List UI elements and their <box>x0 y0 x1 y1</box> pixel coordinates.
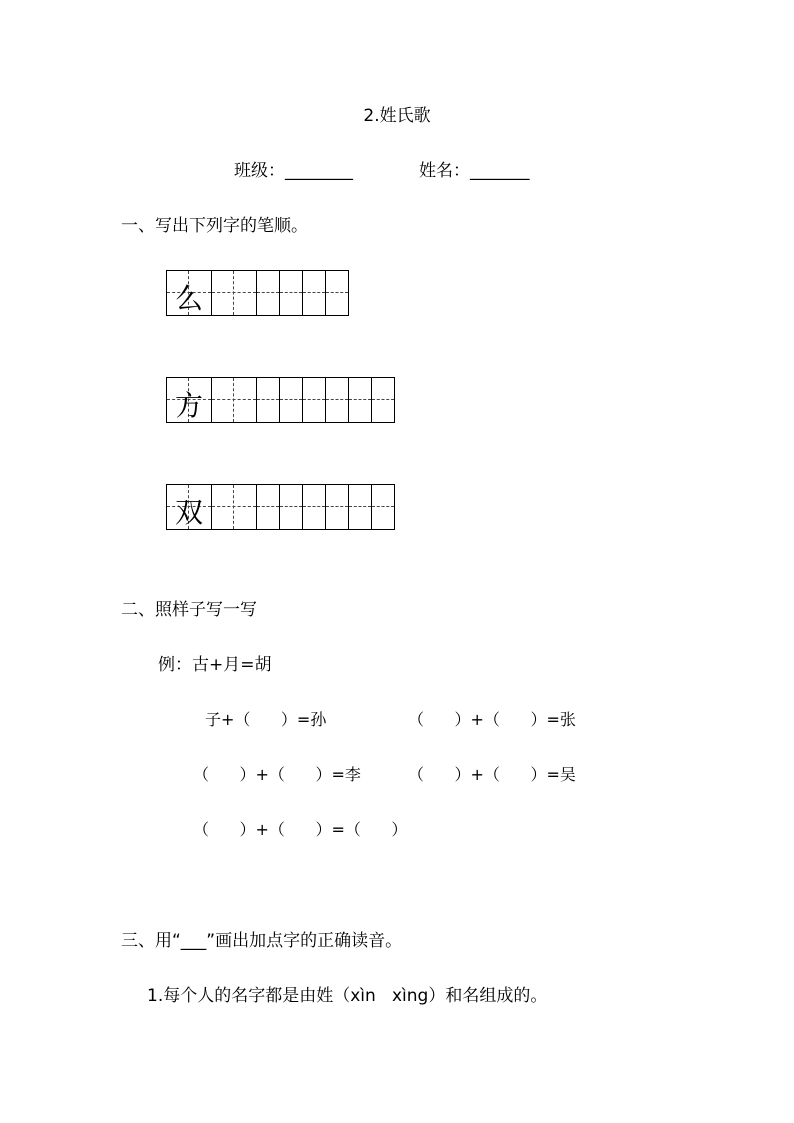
grid-cell[interactable] <box>257 378 280 422</box>
grid-cell[interactable] <box>349 485 372 529</box>
grid-cell[interactable] <box>303 271 326 315</box>
grid-cell[interactable] <box>326 378 349 422</box>
grid-char-cell <box>167 378 212 422</box>
grid-cell[interactable] <box>257 271 280 315</box>
grid-cell[interactable] <box>326 485 349 529</box>
section3-heading: 三、用“___”画出加点字的正确读音。 <box>121 931 403 951</box>
grid-cell[interactable] <box>280 271 303 315</box>
grid-cell[interactable] <box>303 378 326 422</box>
exercise-row1-right[interactable]: （ ）+（ ）=张 <box>408 710 576 729</box>
stroke-grid-1[interactable] <box>166 270 349 316</box>
question-1[interactable]: 1.每个人的名字都是由姓（xìn xìng）和名组成的。 <box>147 986 548 1006</box>
grid-cell[interactable] <box>372 485 395 529</box>
grid-cell[interactable] <box>257 485 280 529</box>
grid-cell[interactable] <box>303 485 326 529</box>
exercise-row2-right[interactable]: （ ）+（ ）=吴 <box>408 765 576 784</box>
exercise-row3-left[interactable]: （ ）+（ ）=（ ） <box>193 820 408 839</box>
grid-cell[interactable] <box>280 378 303 422</box>
grid-cell[interactable] <box>280 485 303 529</box>
grid-character: 双 <box>174 496 203 529</box>
grid-cell[interactable] <box>372 378 395 422</box>
class-field[interactable]: 班级：________ <box>234 161 353 181</box>
grid-cell[interactable] <box>326 271 349 315</box>
grid-cell[interactable] <box>349 378 372 422</box>
grid-cell[interactable] <box>212 485 257 529</box>
section2-heading: 二、照样子写一写 <box>121 600 257 620</box>
stroke-grid-2[interactable] <box>166 377 395 423</box>
grid-character: 么 <box>174 282 203 315</box>
grid-cell[interactable] <box>212 378 257 422</box>
exercise-row1-left[interactable]: 子+（ ）=孙 <box>205 710 327 729</box>
grid-char-cell <box>167 485 212 529</box>
section1-heading: 一、写出下列字的笔顺。 <box>121 216 308 236</box>
grid-char-cell <box>167 271 212 315</box>
exercise-row2-left[interactable]: （ ）+（ ）=李 <box>193 765 361 784</box>
example-text: 例：古+月=胡 <box>158 655 272 675</box>
grid-cell[interactable] <box>212 271 257 315</box>
name-field[interactable]: 姓名：_______ <box>419 161 530 181</box>
page-title: 2.姓氏歌 <box>363 106 431 126</box>
grid-character: 方 <box>174 389 203 422</box>
stroke-grid-3[interactable] <box>166 484 395 530</box>
